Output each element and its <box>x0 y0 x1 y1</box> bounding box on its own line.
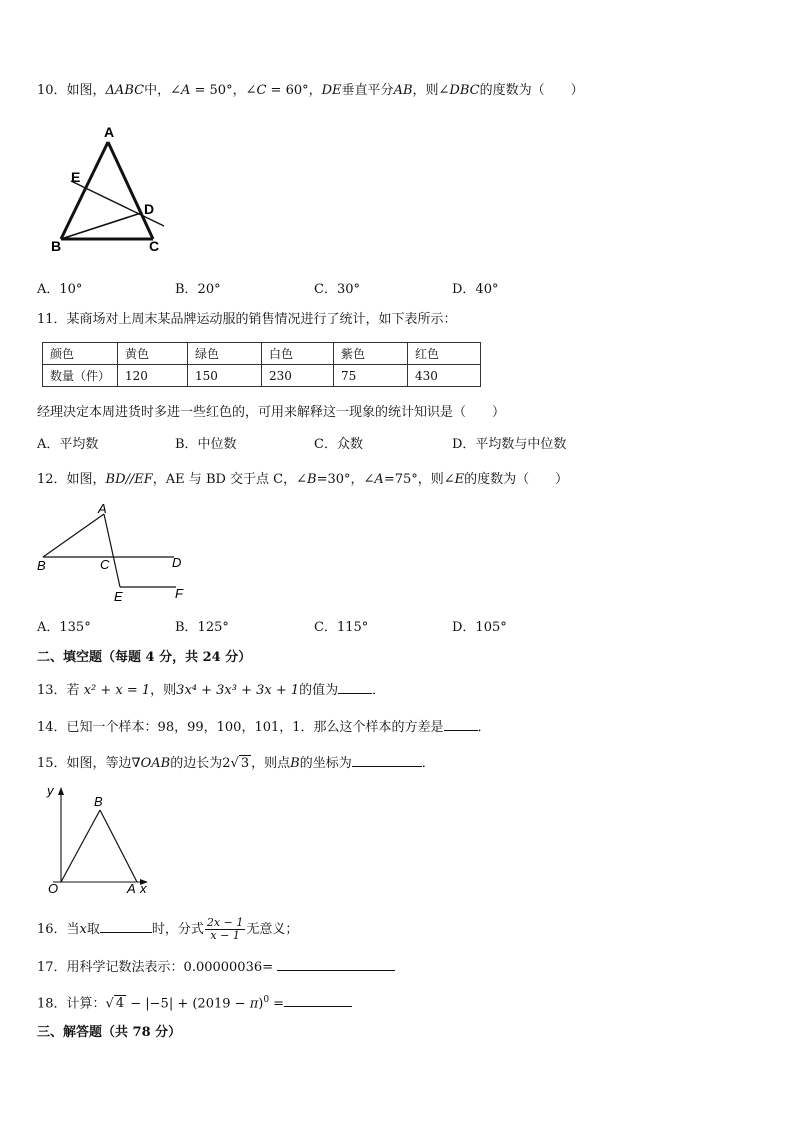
q15-label-o: O <box>48 881 59 896</box>
q10-option-a[interactable]: A．10° <box>37 282 83 297</box>
q13-answer-blank[interactable] <box>338 680 372 694</box>
table-row <box>43 365 481 387</box>
q14-stem: 14．已知一个样本：98，99，100，101，1．那么这个样本的方差是 ． <box>37 717 491 737</box>
table-row <box>43 343 481 365</box>
section-2-heading: 二、填空题（每题 4 分，共 24 分） <box>37 650 252 665</box>
q10-label-d: D <box>144 201 155 217</box>
q12-option-b[interactable]: B．125° <box>175 620 229 635</box>
q11-stem: 11．某商场对上周末某品牌运动服的销售情况进行了统计，如下表所示： <box>37 312 457 327</box>
q12-option-c[interactable]: C．115° <box>314 620 369 635</box>
q12-option-d[interactable]: D．105° <box>452 620 507 635</box>
q10-triangle-figure <box>45 122 175 257</box>
q15-label-a: A <box>127 881 136 896</box>
table-cell: 75 <box>334 365 408 387</box>
table-cell: 230 <box>262 365 334 387</box>
q12-label-f: F <box>175 586 183 601</box>
table-cell: 黄色 <box>118 343 188 365</box>
section-3-heading: 三、解答题（共 78 分） <box>37 1025 182 1040</box>
q15-label-y: y <box>47 783 54 798</box>
q12-label-d: D <box>172 555 182 570</box>
q16-answer-blank[interactable] <box>100 919 152 933</box>
q11-option-a[interactable]: A．平均数 <box>37 437 99 452</box>
q12-label-e: E <box>114 589 123 604</box>
q10-option-c[interactable]: C．30° <box>314 282 360 297</box>
q15-label-b: B <box>94 794 103 809</box>
q10-label-c: C <box>149 238 160 254</box>
q15-stem: 15．如图，等边∇OAB的边长为2√ 3 ，则点B的坐标为 ． <box>37 753 435 773</box>
q11-option-b[interactable]: B．中位数 <box>175 437 237 452</box>
q15-coordinate-figure <box>40 782 160 900</box>
q17-answer-blank[interactable] <box>277 957 395 971</box>
table-cell: 绿色 <box>188 343 262 365</box>
q10-stem: 10．如图，ΔABC中，∠A = 50°，∠C = 60°，DE垂直平分AB，则∠DBC的度数为（ ） <box>37 83 584 98</box>
q10-label-e: E <box>71 169 81 185</box>
q10-option-d[interactable]: D．40° <box>452 282 499 297</box>
q15-label-x: x <box>140 881 147 896</box>
q12-stem: 12．如图，BD//EF，AE 与 BD 交于点 C，∠B=30°，∠A=75°，则∠E的度数为（ ） <box>37 472 569 487</box>
table-cell: 数量（件） <box>43 365 118 387</box>
q18-stem: 18．计算：√ $4 - |-5| + (2019 - \pi)^0$ = <box>37 991 352 1013</box>
q10-label-b: B <box>51 238 62 254</box>
q18-answer-blank[interactable] <box>284 993 352 1007</box>
q16-fraction: $\frac{2x - 1}{x - 1}$ <box>206 916 244 942</box>
q16-stem: 16．当x取 时，分式 $\frac{2x - 1}{x - 1}$ 无意义； <box>37 916 299 942</box>
q11-option-d[interactable]: D．平均数与中位数 <box>452 437 567 452</box>
q10-option-b[interactable]: B．20° <box>175 282 221 297</box>
table-cell: 150 <box>188 365 262 387</box>
q17-stem: 17．用科学记数法表示：0.00000036= <box>37 957 395 977</box>
q11-sales-table <box>42 342 481 387</box>
q13-stem: 13．若 x² + x = 1，则3x⁴ + 3x³ + 3x + 1的值为 ． <box>37 680 385 700</box>
q11-options <box>37 436 657 454</box>
q12-parallel-figure <box>34 500 199 605</box>
q12-option-a[interactable]: A．135° <box>37 620 91 635</box>
q12-label-a: A <box>98 501 107 516</box>
q12-options <box>37 619 657 637</box>
table-cell: 白色 <box>262 343 334 365</box>
q10-options <box>37 281 657 299</box>
q11-option-c[interactable]: C．众数 <box>314 437 363 452</box>
table-cell: 120 <box>118 365 188 387</box>
q12-label-c: C <box>100 557 110 572</box>
q14-answer-blank[interactable] <box>444 717 478 731</box>
q12-label-b: B <box>37 558 46 573</box>
q15-answer-blank[interactable] <box>352 753 422 767</box>
table-cell: 红色 <box>408 343 481 365</box>
q11-stem-2: 经理决定本周进货时多进一些红色的，可用来解释这一现象的统计知识是（ ） <box>37 405 506 420</box>
table-cell: 颜色 <box>43 343 118 365</box>
q10-label-a: A <box>104 124 115 140</box>
table-cell: 紫色 <box>334 343 408 365</box>
table-cell: 430 <box>408 365 481 387</box>
